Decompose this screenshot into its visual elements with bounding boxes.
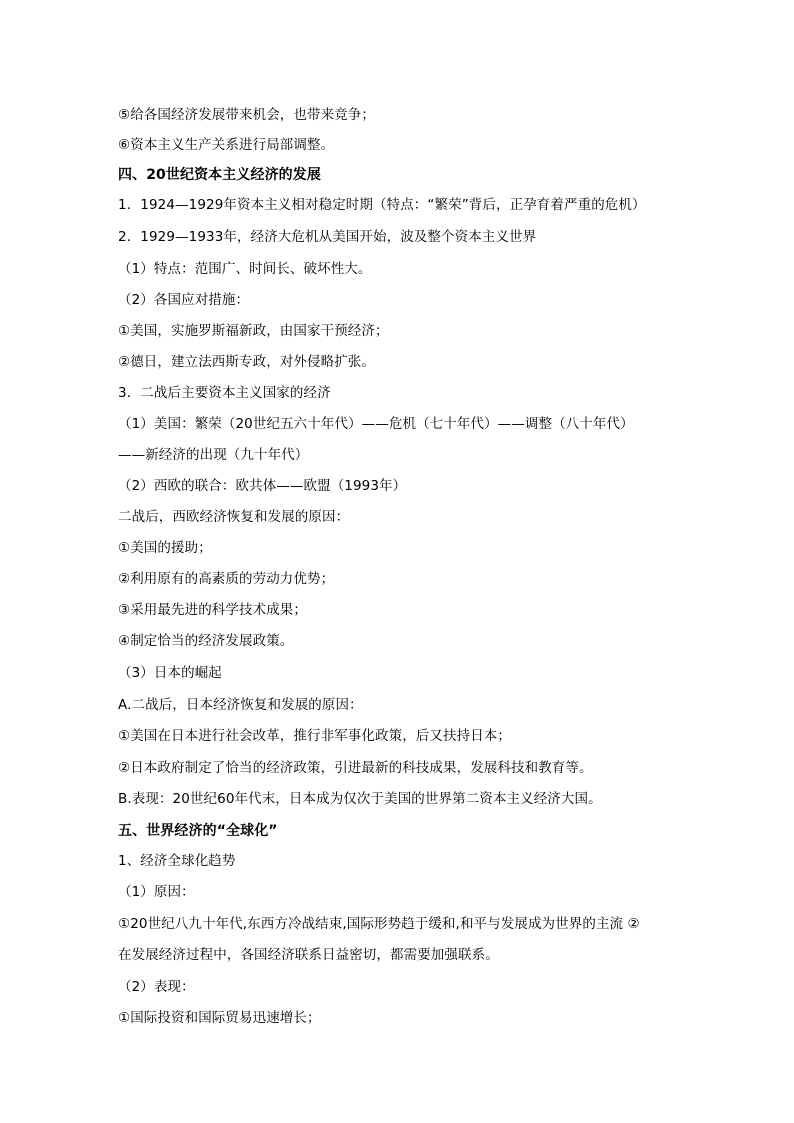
text-line: 3．二战后主要资本主义国家的经济 [118,385,331,401]
text-line: A.二战后，日本经济恢复和发展的原因： [118,697,363,713]
text-line: （1）特点：范围广、时间长、破坏性大。 [118,261,372,277]
text-line: （2）表现： [118,979,195,995]
text-line: ①国际投资和国际贸易迅速增长； [118,1010,321,1026]
text-line: （2）西欧的联合：欧共体——欧盟（1993年） [118,478,407,494]
text-line: ①美国，实施罗斯福新政，由国家干预经济； [118,323,389,339]
text-line: ①20世纪八九十年代,东西方冷战结束,国际形势趋于缓和,和平与发展成为世界的主流 ② [118,916,640,932]
text-line: ⑤给各国经济发展带来机会，也带来竞争； [118,107,376,123]
text-line: 1．1924—1929年资本主义相对稳定时期（特点：“繁荣”背后，正孕育着严重的危机） [118,197,646,213]
text-line: （1）美国：繁荣（20世纪五六十年代）——危机（七十年代）——调整（八十年代） [118,416,634,432]
text-line: ①美国在日本进行社会改革，推行非军事化政策，后又扶持日本； [118,728,512,744]
text-line: （3）日本的崛起 [118,665,222,681]
text-line: 2．1929—1933年，经济大危机从美国开始，波及整个资本主义世界 [118,229,537,245]
section-heading: 四、20世纪资本主义经济的发展 [118,167,321,183]
text-line: ①美国的援助； [118,540,212,556]
text-line: ②利用原有的高素质的劳动力优势； [118,571,335,587]
text-line: ②日本政府制定了恰当的经济政策，引进最新的科技成果，发展科技和教育等。 [118,760,593,776]
text-line: ③采用最先进的科学技术成果； [118,602,308,618]
text-line: （2）各国应对措施： [118,292,250,308]
text-line: （1）原因： [118,884,195,900]
text-line: B.表现：20世纪60年代末，日本成为仅次于美国的世界第二资本主义经济大国。 [118,791,602,807]
text-line: ②德日，建立法西斯专政，对外侵略扩张。 [118,354,376,370]
text-line: 1、经济全球化趋势 [118,853,236,869]
text-line: 二战后，西欧经济恢复和发展的原因： [118,509,350,525]
text-line: ——新经济的出现（九十年代） [118,447,309,463]
text-line: 在发展经济过程中，各国经济联系日益密切，都需要加强联系。 [118,947,499,963]
section-heading: 五、世界经济的“全球化” [118,823,278,839]
text-line: ⑥资本主义生产关系进行局部调整。 [118,137,335,153]
text-line: ④制定恰当的经济发展政策。 [118,633,294,649]
